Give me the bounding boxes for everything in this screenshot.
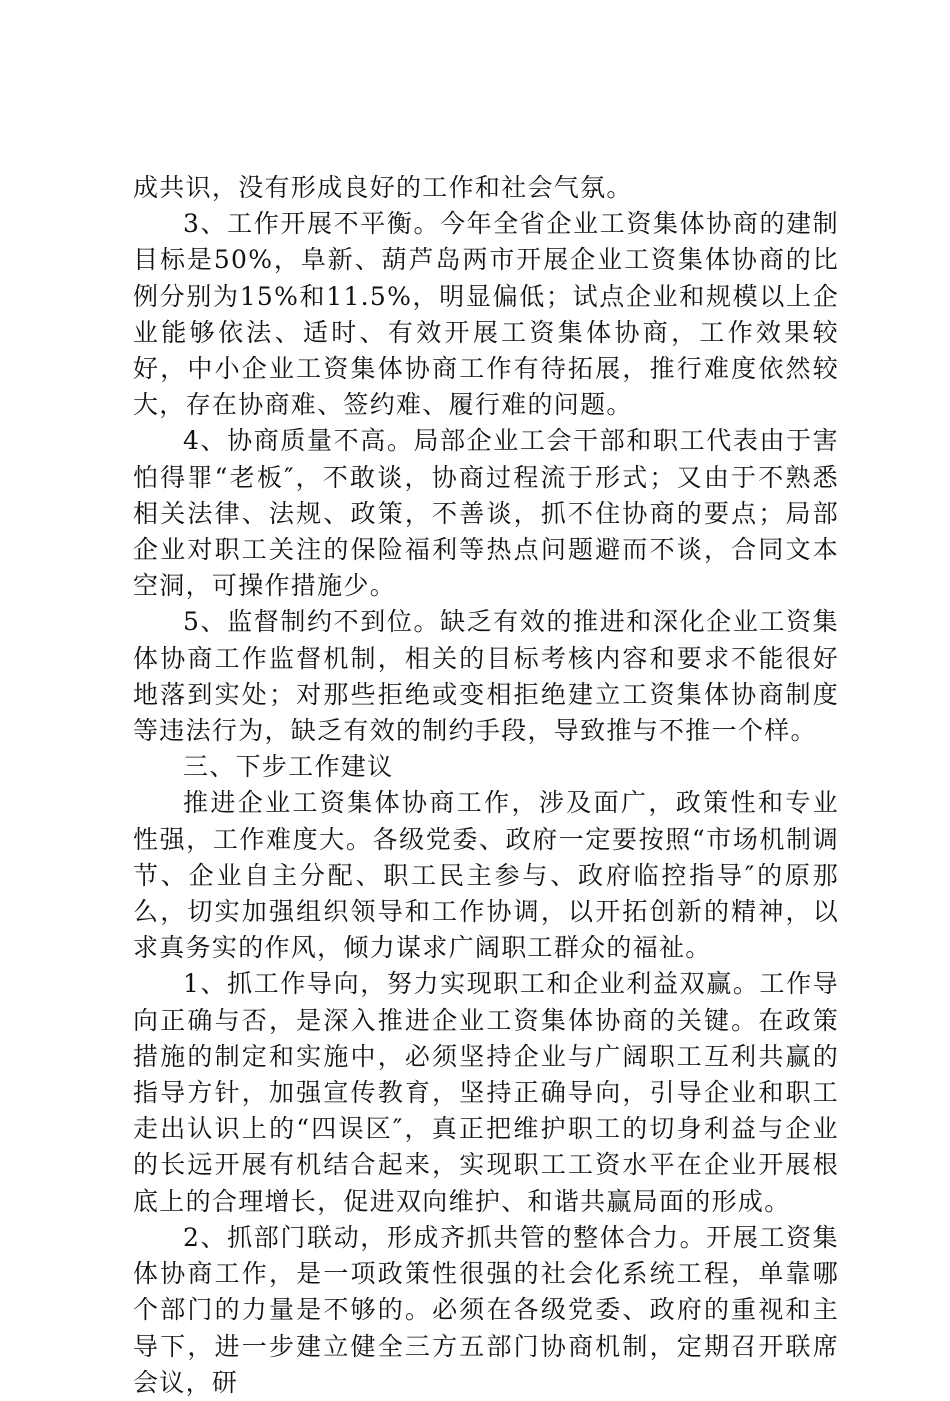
paragraph-suggestion-1: 1、抓工作导向，努力实现职工和企业利益双赢。工作导向正确与否，是深入推进企业工资集体协商的关键。在政策措施的制定和实施中，必须坚持企业与广阔职工互利共赢的指导方针，加强宣传教育，坚持正确导向，引导企业和职工走出认识上的“四误区″，真正把维护职工的切身利益与企业的长远开展有机结合起来，实现职工工资水平在企业开展根底上的合理增长，促进双向维护、和谐共赢局面的形成。 xyxy=(133,969,839,1216)
section-heading: 三、下步工作建议 xyxy=(183,752,394,782)
document-body xyxy=(133,170,839,1401)
paragraph-intro: 推进企业工资集体协商工作，涉及面广，政策性和专业性强，工作难度大。各级党委、政府一定要按照“市场机制调节、企业自主分配、职工民主参与、政府临控指导″的原那么，切实加强组织领导和工作协调，以开拓创新的精神，以求真务实的作风，倾力谋求广阔职工群众的福祉。 xyxy=(133,788,839,963)
paragraph-item-3: 3、工作开展不平衡。今年全省企业工资集体协商的建制目标是50%，阜新、葫芦岛两市开展企业工资集体协商的比例分别为15%和11.5%，明显偏低；试点企业和规模以上企业能够依法、适时、有效开展工资集体协商，工作效果较好，中小企业工资集体协商工作有待拓展，推行难度依然较大，存在协商难、签约难、履行难的问题。 xyxy=(133,209,839,420)
paragraph-item-4: 4、协商质量不高。局部企业工会干部和职工代表由于害怕得罪“老板″，不敢谈，协商过程流于形式；又由于不熟悉相关法律、法规、政策，不善谈，抓不住协商的要点；局部企业对职工关注的保险福利等热点问题避而不谈，合同文本空洞，可操作措施少。 xyxy=(133,426,839,601)
paragraph-item-5: 5、监督制约不到位。缺乏有效的推进和深化企业工资集体协商工作监督机制，相关的目标考核内容和要求不能很好地落到实处；对那些拒绝或变相拒绝建立工资集体协商制度等违法行为，缺乏有效的制约手段，导致推与不推一个样。 xyxy=(133,607,839,746)
paragraph-continuation: 成共识，没有形成良好的工作和社会气氛。 xyxy=(133,173,633,202)
paragraph-suggestion-2: 2、抓部门联动，形成齐抓共管的整体合力。开展工资集体协商工作，是一项政策性很强的社会化系统工程，单靠哪个部门的力量是不够的。必须在各级党委、政府的重视和主导下，进一步建立健全三方五部门协商机制，定期召开联席会议，研 xyxy=(133,1222,839,1397)
